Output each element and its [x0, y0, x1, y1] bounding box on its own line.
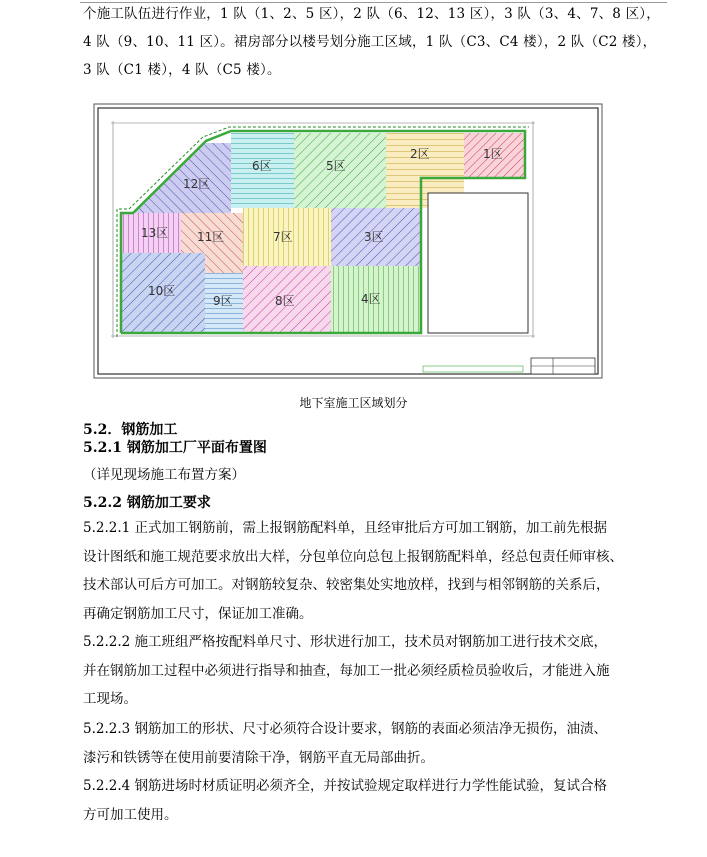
paragraph-line: 设计图纸和施工规范要求放出大样，分包单位向总包上报钢筋配料单，经总包责任师审核、	[83, 548, 623, 565]
intro-line: 4 队（9、10、11 区）。裙房部分以楼号划分施工区域，1 队（C3、C4 楼），2 队（C2 楼），	[83, 34, 657, 50]
paragraph-line: 5.2.2.2 施工班组严格按配料单尺寸、形状进行加工，技术员对钢筋加工进行技术交底，	[83, 634, 608, 650]
zone-label: 3区	[364, 230, 384, 244]
zone-13	[121, 213, 181, 253]
paragraph-line: 5.2.2.3 钢筋加工的形状、尺寸必须符合设计要求，钢筋的表面必须洁净无损伤，油渍、	[83, 721, 608, 737]
paragraph-line: 并在钢筋加工过程中必须进行指导和抽查，每加工一批必须经质检员验收后，才能进入施	[83, 662, 610, 679]
section-title: 5.2．钢筋加工	[83, 422, 178, 438]
paragraph-line: 技术部认可后方可加工。对钢筋较复杂、较密集处实地放样，找到与相邻钢筋的关系后，	[83, 577, 610, 593]
zone-10	[121, 253, 205, 333]
zone-label: 9区	[213, 294, 233, 308]
paragraph-line: 工现场。	[83, 691, 137, 707]
subsection-title: 5.2.2 钢筋加工要求	[83, 495, 211, 511]
paragraph-line: 5.2.2.1 正式加工钢筋前，需上报钢筋配料单，且经审批后方可加工钢筋，加工前先根据	[83, 520, 608, 536]
zone-label: 1区	[483, 147, 503, 161]
zone-label: 4区	[361, 292, 381, 306]
zone-1	[464, 133, 525, 178]
podium-building	[428, 193, 528, 333]
zone-4	[331, 266, 421, 333]
intro-line: 个施工队伍进行作业，1 队（1、2、5 区），2 队（6、12、13 区），3 队（3、4、7、8 区），	[83, 6, 660, 22]
zone-9	[205, 273, 243, 333]
subsection-title: 5.2.1 钢筋加工厂平面布置图	[83, 440, 267, 456]
paragraph-5-2-2-3	[83, 715, 648, 772]
paragraph-5-2-2-2	[83, 628, 648, 714]
zone-label: 8区	[275, 294, 295, 308]
subsection-note: （详见现场施工布置方案）	[83, 467, 245, 483]
basement-zone-plan	[93, 103, 603, 379]
zone-8	[243, 266, 331, 333]
zone-label: 7区	[273, 230, 293, 244]
paragraph-5-2-2-4	[83, 772, 648, 829]
zone-label: 10区	[148, 284, 176, 298]
intro-line: 3 队（C1 楼），4 队（C5 楼）。	[83, 62, 281, 78]
zone-label: 12区	[183, 177, 211, 191]
intro-paragraph	[83, 0, 660, 84]
zone-label: 13区	[141, 226, 169, 240]
zone-label: 6区	[252, 159, 272, 173]
paragraph-line: 5.2.2.4 钢筋进场时材质证明必须齐全，并按试验规定取样进行力学性能试验，复试合格	[83, 778, 608, 794]
zone-label: 11区	[197, 230, 225, 244]
zone-5	[294, 133, 386, 208]
paragraph-line: 再确定钢筋加工尺寸，保证加工准确。	[83, 605, 313, 622]
figure-caption: 地下室施工区域划分	[299, 396, 408, 410]
paragraph-5-2-2-1	[83, 514, 648, 628]
paragraph-line: 漆污和铁锈等在使用前要清除干净，钢筋平直无局部曲折。	[83, 749, 434, 766]
zone-label: 5区	[326, 159, 346, 173]
zone-6	[231, 133, 294, 208]
paragraph-line: 方可加工使用。	[83, 806, 178, 823]
zone-3	[331, 208, 421, 266]
zone-label: 2区	[410, 147, 430, 161]
zone-7	[243, 208, 331, 266]
